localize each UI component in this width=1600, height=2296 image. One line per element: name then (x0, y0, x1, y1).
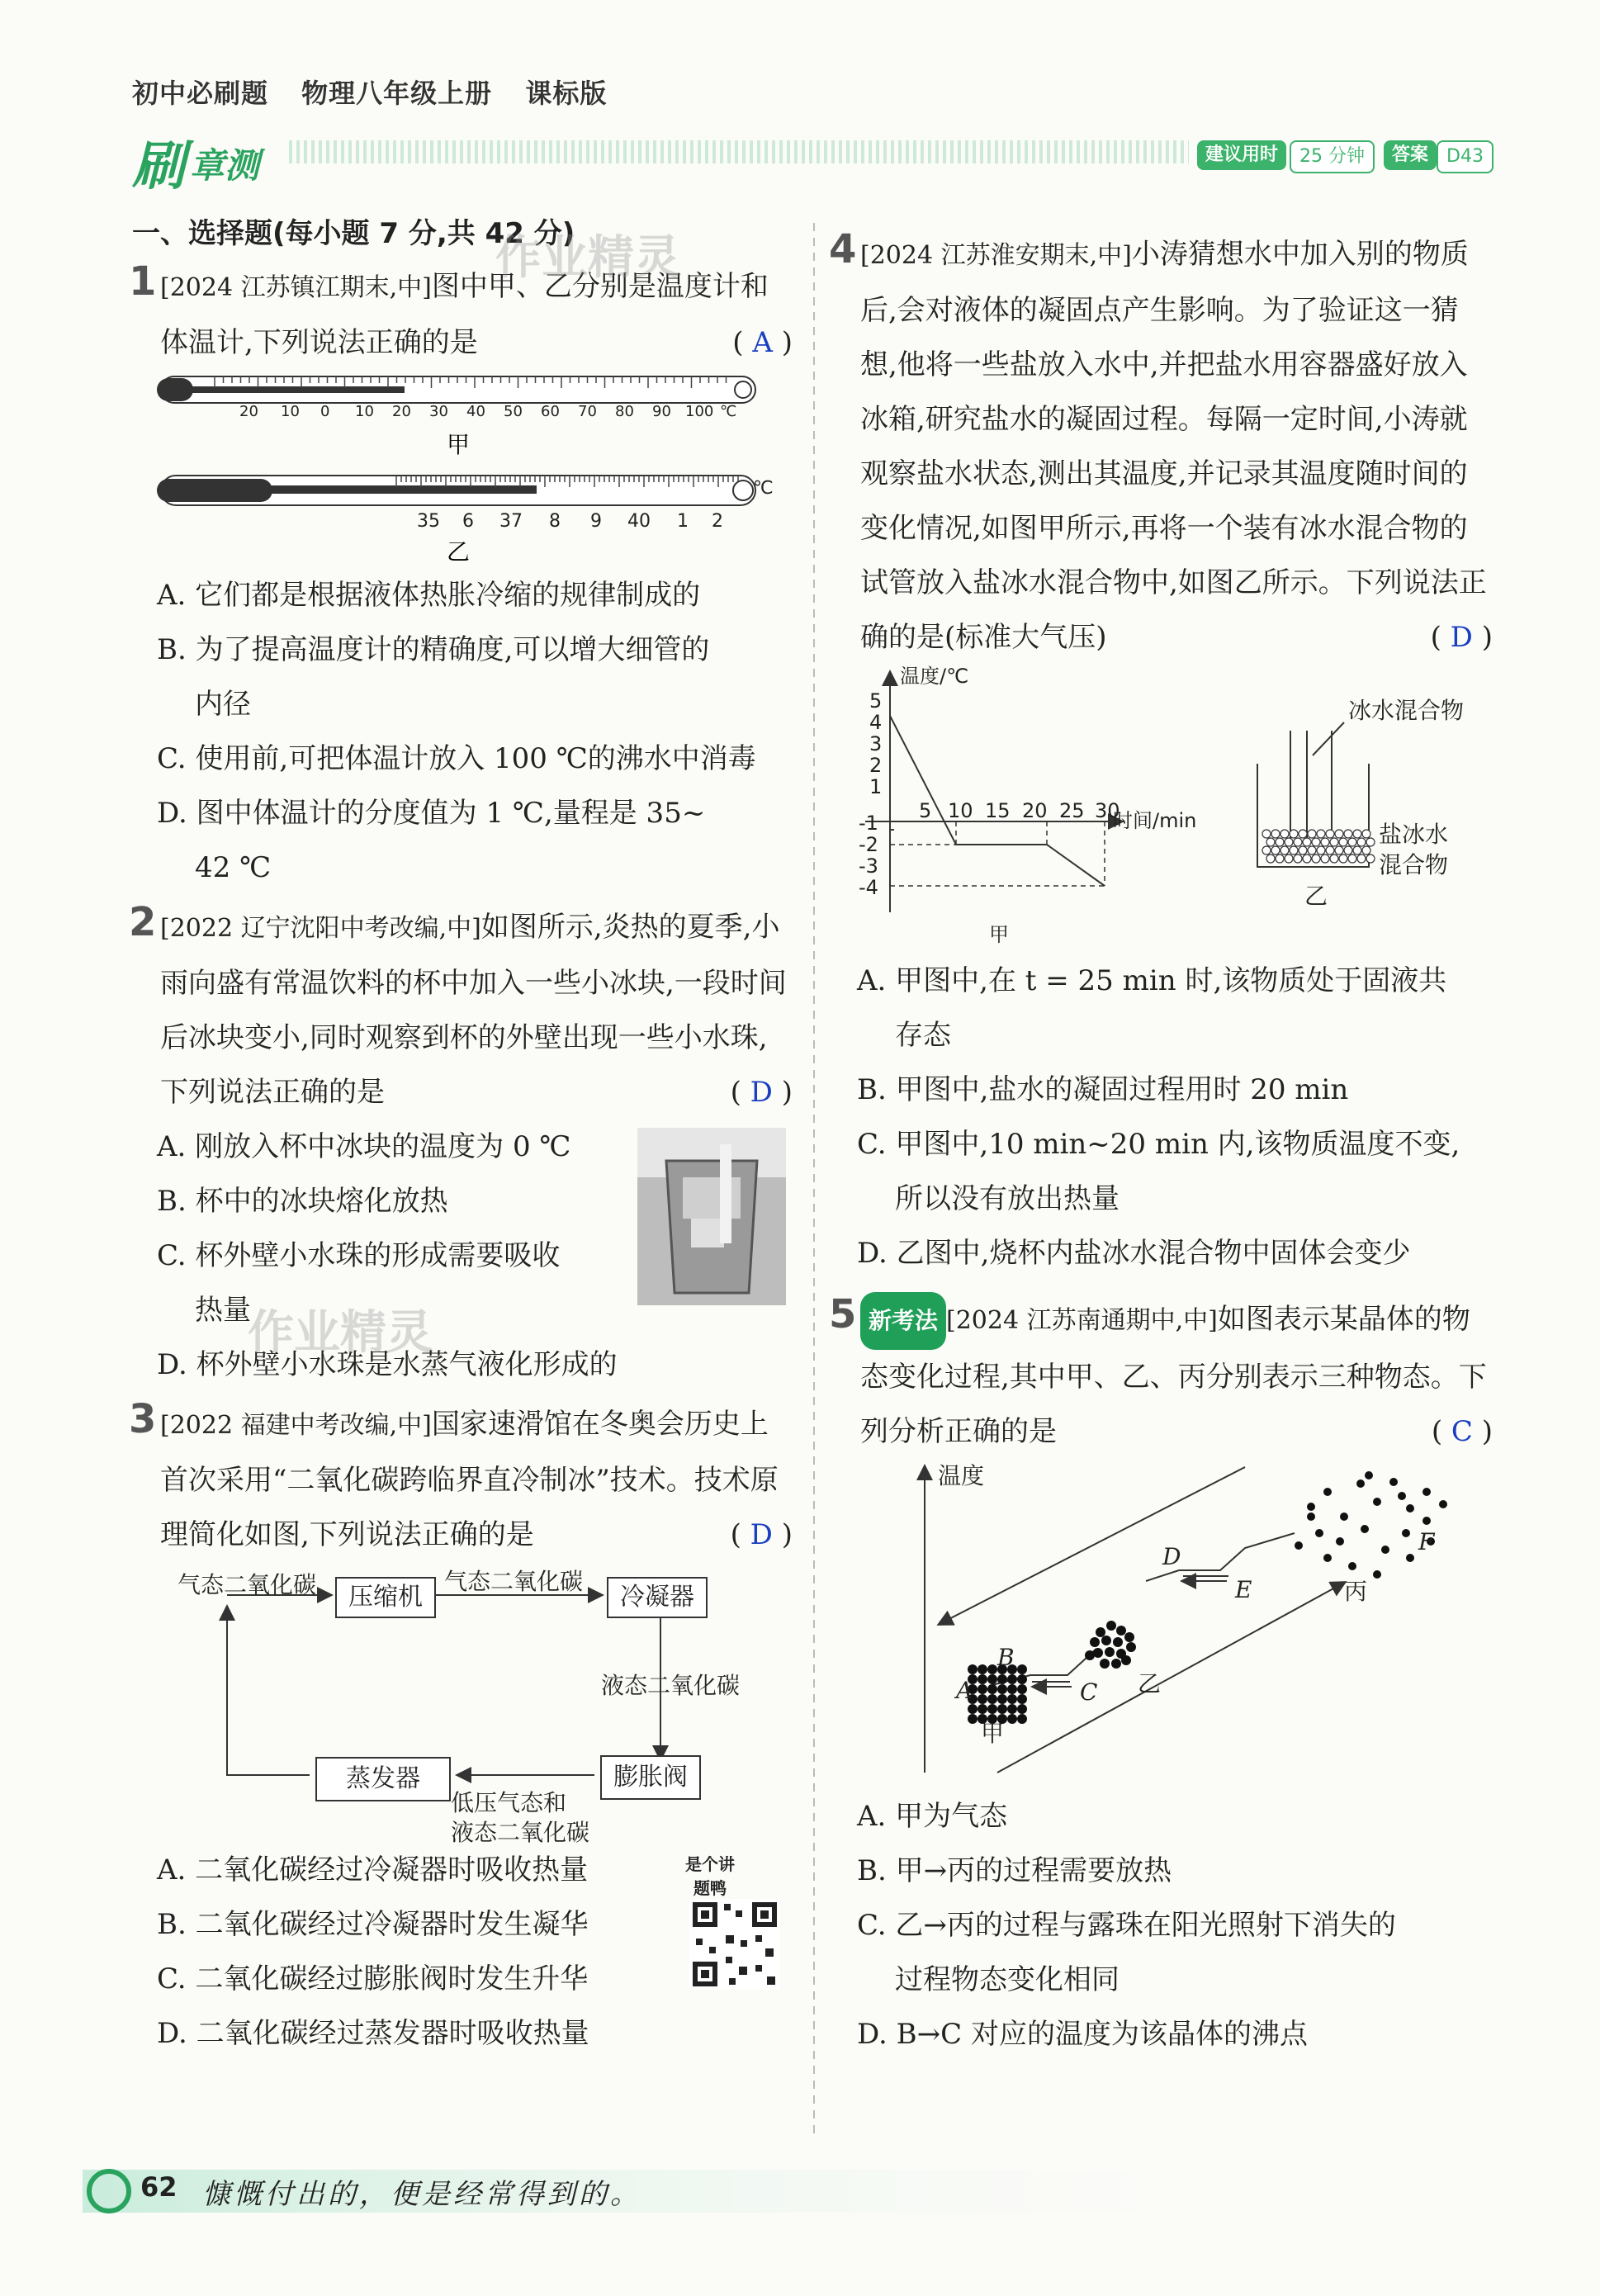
pebble (1276, 838, 1284, 846)
solid-particle (1007, 1704, 1017, 1714)
gas-particle (1422, 1517, 1431, 1525)
solid-particle (978, 1664, 987, 1674)
thermometer-figure (132, 370, 793, 568)
graph-ylabel: 温度/℃ (900, 665, 969, 688)
option-a[interactable]: A. 甲图中,在 t = 25 min 时,该物质处于固液共 (857, 964, 1447, 997)
question-2 (129, 899, 793, 1120)
pebble (1330, 854, 1338, 863)
liquid-particle (1085, 1650, 1095, 1660)
ytick-m3: -3 (859, 854, 878, 878)
point-C: C (1080, 1678, 1098, 1706)
state-svg (832, 1459, 1493, 1789)
gas-particle (1373, 1498, 1381, 1506)
answer-letter: D (1450, 621, 1473, 654)
pebble (1294, 838, 1302, 846)
compressor-box: 压缩机 (335, 1577, 436, 1618)
question-stem: 国家速滑馆在冬奥会历史上首次采用“二氧化碳跨临界直冷制冰”技术。技术原理简化如图,下列说法正确的是 (160, 1408, 779, 1551)
beaker-label: 乙 (1304, 883, 1328, 910)
scale-a-6: 40 (466, 403, 485, 420)
scale-a-0: 20 (239, 403, 258, 420)
scale-a-8: 60 (541, 403, 560, 420)
scale-a-9: 70 (578, 403, 597, 420)
gas-particle (1422, 1488, 1431, 1496)
pebble (1353, 830, 1361, 838)
valve-box: 膨胀阀 (600, 1755, 701, 1800)
answer-slot: ( D ) (730, 1518, 793, 1551)
solid-particle (978, 1704, 987, 1714)
scale-a-1: 10 (281, 403, 300, 420)
pebble (1285, 854, 1293, 863)
beaker-bottom-label-2: 混合物 (1379, 851, 1449, 878)
scale-a-13: ℃ (720, 403, 737, 420)
option-c[interactable]: C. 杯外壁小水珠的形成需要吸收 (157, 1239, 561, 1272)
answer-letter: C (1451, 1415, 1473, 1448)
question-source: [2024 江苏淮安期末,中] (860, 241, 1132, 270)
pebble (1335, 846, 1343, 854)
question-source: [2022 辽宁沈阳中考改编,中] (160, 914, 481, 943)
question-4 (829, 226, 1493, 665)
pebble (1348, 838, 1356, 846)
chapter-test-brand (132, 124, 259, 200)
gas-particle (1365, 1471, 1373, 1479)
column-divider (813, 223, 815, 2138)
solid-particle (1017, 1694, 1027, 1704)
qr-block (685, 1851, 784, 1993)
gas-particle (1398, 1492, 1406, 1500)
solid-particle (997, 1704, 1007, 1714)
scale-a-4: 20 (392, 403, 411, 420)
option-c[interactable]: C. 二氧化碳经过膨胀阀时发生升华 (157, 1962, 589, 1995)
label-gas-out: 气态二氧化碳 (444, 1568, 584, 1595)
gas-particle (1307, 1503, 1315, 1511)
series-header (132, 73, 630, 111)
evaporator-box: 蒸发器 (315, 1757, 451, 1801)
time-label: 建议用时 (1197, 140, 1286, 170)
answer-letter: A (752, 326, 773, 359)
gas-particle (1295, 1541, 1303, 1550)
option-b[interactable]: B. 甲图中,盐水的凝固过程用时 20 min (857, 1073, 1349, 1106)
solid-particle (987, 1704, 997, 1714)
diagram-ylabel: 温度 (938, 1462, 985, 1489)
xtick-10: 10 (948, 799, 973, 822)
beaker-top-label: 冰水混合物 (1348, 697, 1465, 724)
scale-a-2: 0 (320, 403, 330, 420)
liquid-particle (1090, 1637, 1100, 1647)
co2-cycle-diagram (132, 1562, 793, 1846)
pebble (1271, 846, 1280, 854)
label-yi: 乙 (446, 538, 471, 566)
option-c[interactable]: C. 使用前,可把体温计放入 100 ℃的沸水中消毒 (157, 742, 756, 775)
q4-svg (832, 665, 1493, 954)
liquid-particle (1106, 1621, 1116, 1631)
thermometer-svg (132, 370, 793, 568)
question-stem: 如图表示某晶体的物态变化过程,其中甲、乙、丙分别表示三种物态。下列分析正确的是 (860, 1303, 1487, 1448)
xtick-15: 15 (985, 799, 1011, 822)
question-3 (129, 1396, 793, 1562)
pebble (1276, 854, 1284, 863)
option-d[interactable]: D. 杯外壁小水珠是水蒸气液化形成的 (157, 1348, 618, 1381)
q4-figures (832, 665, 1493, 954)
label-mix-1: 低压气态和 (451, 1789, 567, 1816)
solid-particle (1007, 1694, 1017, 1704)
pebble (1271, 830, 1280, 838)
scale-b-8: ℃ (753, 478, 774, 499)
page-number: 62 (140, 2171, 178, 2203)
pebble (1317, 830, 1325, 838)
pebble (1366, 854, 1375, 863)
option-a-cont: 存态 (895, 1019, 951, 1052)
label-mix-2: 液态二氧化碳 (451, 1819, 590, 1846)
graph-label: 甲 (989, 923, 1009, 946)
scale-a-12: 100 (685, 403, 714, 420)
answer-letter: D (750, 1076, 773, 1109)
option-d[interactable]: D. 乙图中,烧杯内盐冰水混合物中固体会变少 (857, 1237, 1411, 1270)
qr-code[interactable] (689, 1899, 780, 1990)
scale-b-0: 35 (417, 511, 440, 532)
pebble (1312, 838, 1320, 846)
pebble (1321, 838, 1329, 846)
pebble (1317, 846, 1325, 854)
header-stripes (289, 140, 1189, 163)
option-d[interactable]: D. B→C 对应的温度为该晶体的沸点 (857, 2018, 1308, 2051)
pebble (1326, 846, 1334, 854)
question-5 (829, 1291, 1493, 1459)
xtick-25: 25 (1059, 799, 1085, 822)
pebble (1308, 830, 1316, 838)
pebble (1348, 854, 1356, 863)
gas-particle (1373, 1570, 1381, 1579)
pebble (1335, 830, 1343, 838)
q3-options (132, 1843, 793, 2061)
scale-b-1: 6 (462, 511, 474, 532)
gas-particle (1406, 1554, 1414, 1562)
solid-particle (1017, 1704, 1027, 1714)
q2-options (132, 1120, 793, 1392)
liquid-particle (1113, 1637, 1123, 1647)
option-b[interactable]: B. 甲→丙的过程需要放热 (857, 1854, 1172, 1887)
state-yi: 乙 (1138, 1670, 1162, 1697)
answer-slot: ( C ) (1431, 1415, 1493, 1448)
scale-a-3: 10 (355, 403, 374, 420)
question-source: [2022 福建中考改编,中] (160, 1411, 432, 1440)
solid-particle (1007, 1674, 1017, 1684)
label-jia: 甲 (446, 431, 471, 458)
answer-page: D43 (1437, 140, 1493, 173)
gas-particle (1340, 1513, 1348, 1521)
option-a[interactable]: A. 刚放入杯中冰块的温度为 0 ℃ (157, 1130, 571, 1163)
option-b-cont: 内径 (195, 688, 251, 721)
point-B: B (997, 1644, 1015, 1671)
question-stem: 图中甲、乙分别是温度计和体温计,下列说法正确的是 (160, 270, 769, 359)
liquid-particle (1105, 1647, 1115, 1657)
pebble (1326, 830, 1334, 838)
pebble (1357, 838, 1366, 846)
pebble (1321, 854, 1329, 863)
liquid-particle (1101, 1636, 1111, 1645)
answer-letter: D (750, 1518, 773, 1551)
subject-name: 物理八年级上册 (301, 78, 493, 109)
question-stem: 小涛猜想水中加入别的物质后,会对液体的凝固点产生影响。为了验证这一猜想,他将一些盐放入水中,并把盐水用容器盛好放入冰箱,研究盐水的凝固过程。每隔一定时间,小涛就观察盐水状态,测出其温度,并记录其温度随时间的变化情况,如图甲所示,再将一个装有冰水混合物的试管放入盐冰水混合物中,如图乙所示。下列说法正确的是(标准大气压) (860, 238, 1487, 654)
solid-particle (1007, 1684, 1017, 1694)
solid-particle (978, 1674, 987, 1684)
gas-particle (1381, 1546, 1389, 1554)
option-c-cont: 过程物态变化相同 (895, 1963, 1120, 1996)
question-source: [2024 江苏镇江期末,中] (160, 273, 432, 302)
liquid-particle (1096, 1627, 1105, 1637)
pebble (1290, 830, 1298, 838)
question-number: 5 (829, 1291, 857, 1337)
footer-motto: 慷慨付出的，便是经常得到的。 (202, 2178, 641, 2211)
solid-particle (1007, 1714, 1017, 1724)
scale-a-10: 80 (615, 403, 634, 420)
question-number: 3 (129, 1396, 157, 1442)
watermark-1: 作业精灵 (495, 231, 680, 285)
gas-particle (1323, 1554, 1332, 1562)
liquid-particle (1116, 1626, 1126, 1636)
time-value: 25 分钟 (1290, 140, 1375, 173)
state-jia: 甲 (981, 1720, 1005, 1747)
pebble (1330, 838, 1338, 846)
scale-b-7: 2 (712, 511, 723, 532)
state-change-diagram (832, 1459, 1493, 1789)
solid-particle (997, 1684, 1007, 1694)
xtick-20: 20 (1022, 799, 1048, 822)
pebble (1262, 830, 1271, 838)
pebble (1312, 854, 1320, 863)
pebble (1339, 838, 1347, 846)
scale-b-4: 9 (590, 511, 602, 532)
solid-particle (1017, 1674, 1027, 1684)
ytick-4: 4 (869, 711, 883, 734)
pebble (1280, 830, 1289, 838)
pebble (1339, 854, 1347, 863)
scale-b-3: 8 (549, 511, 561, 532)
solid-particle (968, 1664, 978, 1674)
left-column (129, 211, 793, 2061)
gas-particle (1307, 1513, 1315, 1521)
pebble (1344, 846, 1352, 854)
pebble (1294, 854, 1302, 863)
pebble (1353, 846, 1361, 854)
gas-particle (1439, 1500, 1447, 1508)
liquid-particle (1100, 1659, 1110, 1669)
solid-particle (1017, 1714, 1027, 1724)
scale-a-7: 50 (504, 403, 523, 420)
solid-particle (978, 1694, 987, 1704)
scale-b-5: 40 (627, 511, 651, 532)
option-a[interactable]: A. 二氧化碳经过冷凝器时吸收热量 (157, 1853, 589, 1887)
pebble (1303, 838, 1311, 846)
pebble (1299, 846, 1307, 854)
option-d[interactable]: D. 二氧化碳经过蒸发器时吸收热量 (157, 2017, 589, 2050)
gas-particle (1336, 1537, 1344, 1546)
state-bing: 丙 (1344, 1578, 1368, 1605)
graph-xlabel: 时间/min (1113, 809, 1197, 832)
gas-particle (1323, 1488, 1332, 1496)
ytick-m1: -1 (859, 812, 878, 835)
pebble (1357, 854, 1366, 863)
gas-particle (1315, 1529, 1323, 1537)
solid-particle (968, 1704, 978, 1714)
condenser-box: 冷凝器 (607, 1577, 708, 1618)
gas-particle (1402, 1529, 1410, 1537)
pebble (1303, 854, 1311, 863)
option-b[interactable]: B. 杯中的冰块熔化放热 (157, 1185, 448, 1218)
point-F: F (1418, 1528, 1435, 1555)
pebble (1290, 846, 1298, 854)
ytick-3: 3 (869, 732, 883, 755)
scale-b-2: 37 (499, 511, 523, 532)
answer-label: 答案 (1384, 140, 1437, 170)
pebble (1299, 830, 1307, 838)
ice-glass-photo (637, 1128, 786, 1305)
ytick-m2: -2 (859, 833, 878, 856)
point-A: A (956, 1677, 973, 1704)
xtick-30: 30 (1095, 799, 1120, 822)
question-source: [2024 江苏南通期中,中] (946, 1306, 1218, 1335)
point-E: E (1235, 1576, 1252, 1603)
pebble (1266, 854, 1275, 863)
gas-particle (1361, 1525, 1369, 1533)
option-b[interactable]: B. 二氧化碳经过冷凝器时发生凝华 (157, 1908, 589, 1941)
solid-particle (987, 1674, 997, 1684)
solid-particle (987, 1684, 997, 1694)
section-title: 一、选择题(每小题 7 分,共 42 分) (132, 217, 575, 250)
solid-particle (968, 1714, 978, 1724)
scale-b-6: 1 (677, 511, 689, 532)
question-number: 4 (829, 226, 857, 272)
option-a[interactable]: A. 甲为气态 (857, 1800, 1008, 1833)
pebble (1362, 830, 1370, 838)
pebble (1266, 838, 1275, 846)
solid-particle (997, 1674, 1007, 1684)
ytick-1: 1 (869, 775, 883, 798)
scale-a-11: 90 (652, 403, 671, 420)
solid-particle (997, 1694, 1007, 1704)
beaker-bottom-label-1: 盐冰水 (1379, 821, 1449, 848)
watermark-2: 作业精灵 (248, 1306, 433, 1360)
question-number: 2 (129, 899, 157, 945)
liquid-particle (1124, 1632, 1134, 1642)
brand-big: 刷 (132, 136, 185, 197)
pebble (1280, 846, 1289, 854)
pebble (1308, 846, 1316, 854)
scale-a-5: 30 (429, 403, 448, 420)
label-liquid: 液态二氧化碳 (601, 1672, 741, 1699)
liquid-particle (1121, 1655, 1131, 1665)
option-c-cont: 所以没有放出热量 (895, 1182, 1120, 1215)
liquid-particle (1126, 1642, 1136, 1652)
option-d-cont: 42 ℃ (195, 851, 272, 884)
option-c-cont: 热量 (195, 1294, 251, 1327)
series-name: 初中必刷题 (132, 78, 269, 109)
question-number: 1 (129, 258, 157, 305)
pebble (1262, 846, 1271, 854)
solid-particle (1017, 1684, 1027, 1694)
pebble (1344, 830, 1352, 838)
ytick-2: 2 (869, 754, 883, 777)
label-gas-in: 气态二氧化碳 (178, 1571, 317, 1598)
point-D: D (1162, 1543, 1181, 1570)
xtick-5: 5 (919, 799, 932, 822)
option-d[interactable]: D. 图中体温计的分度值为 1 ℃,量程是 35~ (157, 797, 706, 830)
pebble (1285, 838, 1293, 846)
solid-particle (987, 1694, 997, 1704)
option-b[interactable]: B. 为了提高温度计的精确度,可以增大细管的 (157, 633, 710, 666)
answer-slot: ( D ) (1430, 621, 1493, 654)
liquid-particle (1111, 1659, 1121, 1669)
solid-particle (978, 1684, 987, 1694)
pebble (1366, 838, 1375, 846)
question-stem: 如图所示,炎热的夏季,小雨向盛有常温饮料的杯中加入一些小冰块,一段时间后冰块变小,同时观察到杯的外壁出现一些小水珠,下列说法正确的是 (160, 911, 787, 1109)
solid-particle (1017, 1664, 1027, 1674)
option-c[interactable]: C. 甲图中,10 min~20 min 内,该物质温度不变, (857, 1128, 1460, 1161)
edition-name: 课标版 (525, 78, 608, 109)
answer-slot: ( D ) (730, 1076, 793, 1109)
answer-slot: ( A ) (732, 326, 793, 359)
option-a[interactable]: A. 它们都是根据液体热胀冷缩的规律制成的 (157, 579, 701, 612)
gas-particle (1406, 1504, 1414, 1513)
gas-particle (1389, 1478, 1398, 1486)
gas-particle (1356, 1479, 1365, 1488)
pebble (1362, 846, 1370, 854)
option-c[interactable]: C. 乙→丙的过程与露珠在阳光照射下消失的 (857, 1909, 1396, 1942)
right-column (829, 226, 1493, 2062)
qr-label: 是个讲题鸭 (685, 1854, 735, 1898)
new-method-badge: 新考法 (860, 1292, 946, 1350)
ytick-5: 5 (869, 689, 883, 712)
solid-particle (987, 1664, 997, 1674)
brand-small: 章测 (190, 145, 260, 186)
ytick-m4: -4 (859, 876, 878, 899)
gas-particle (1348, 1562, 1356, 1570)
